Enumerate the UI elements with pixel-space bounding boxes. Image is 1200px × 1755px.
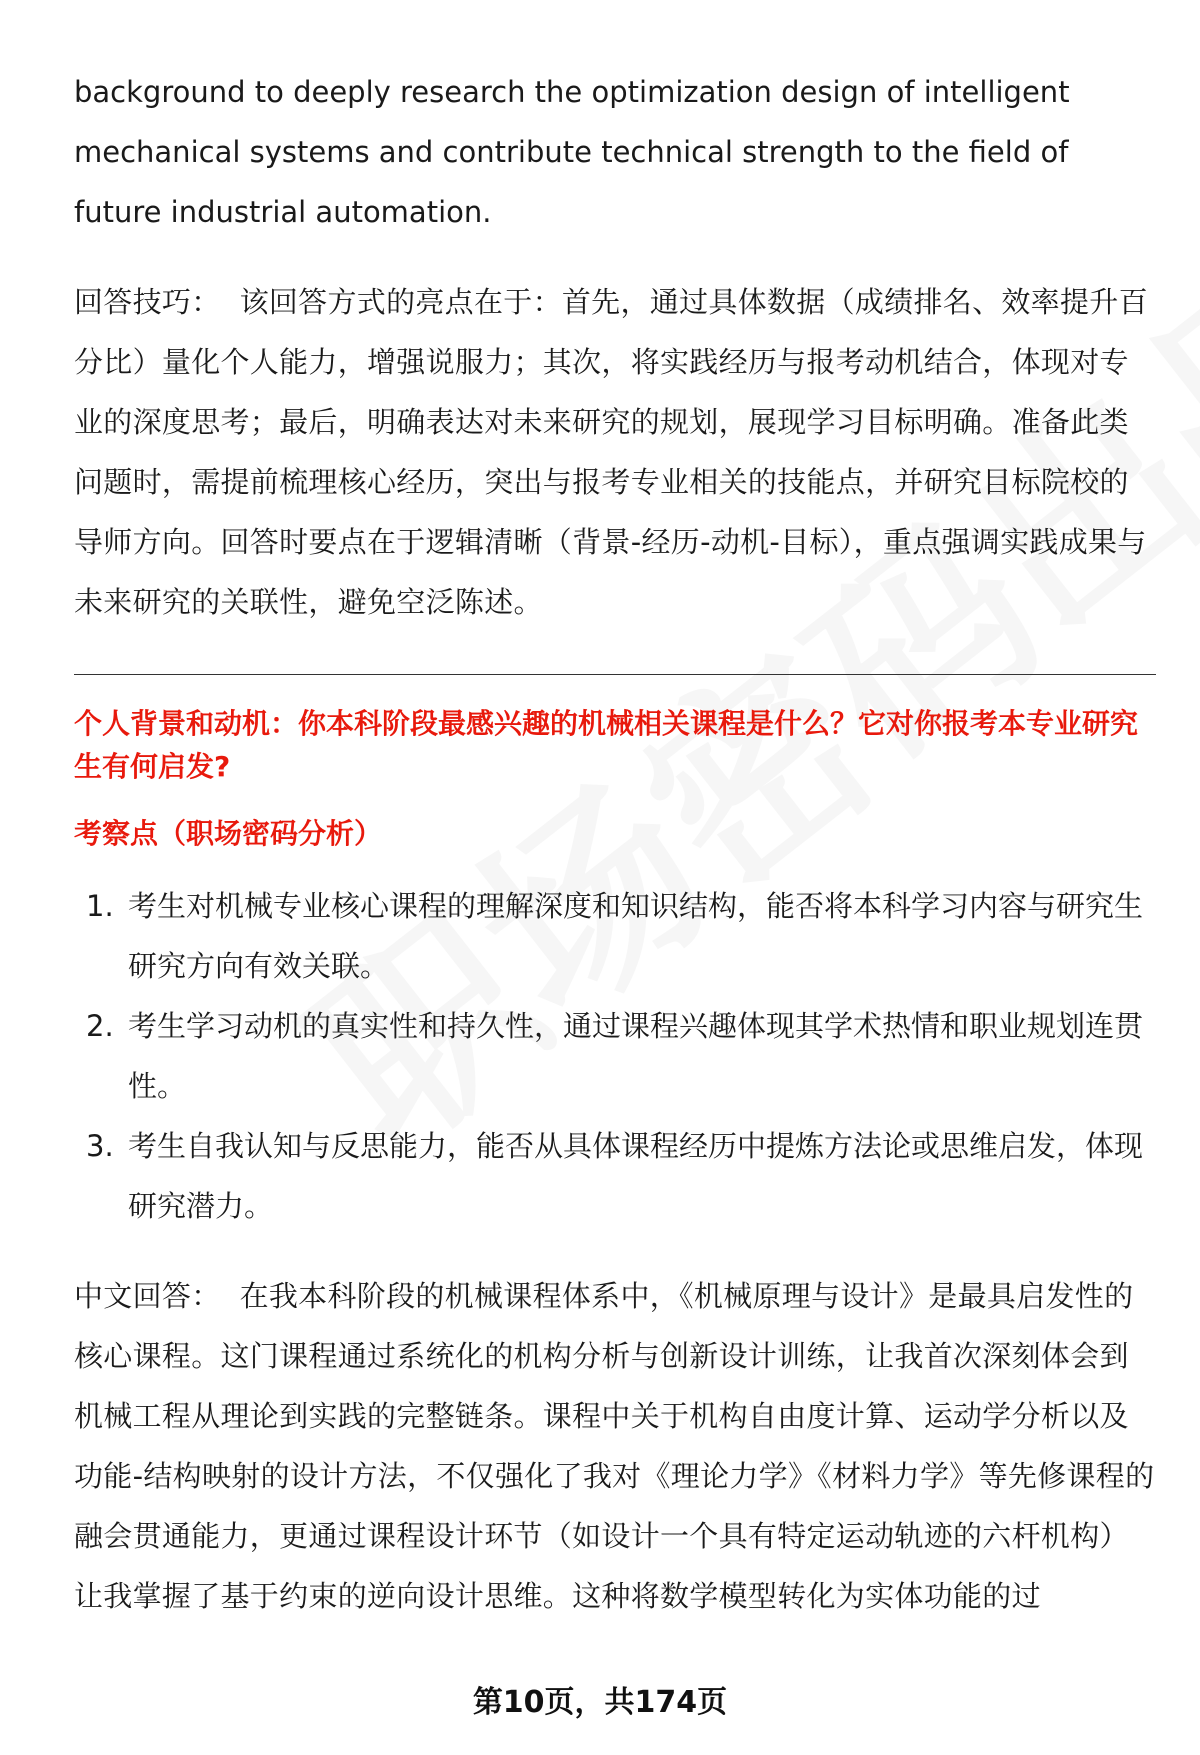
document-page: [74, 62, 1156, 1626]
list-item: [74, 876, 1156, 996]
answer-label: 中文回答：: [74, 1279, 221, 1313]
tips-paragraph: [74, 272, 1156, 632]
intro-paragraph: background to deeply research the optimization design of intelligent mechanical systems and contribute technical strength to the field of future industrial automation.: [74, 75, 1070, 229]
list-item: [74, 996, 1156, 1116]
answer-paragraph: [74, 1266, 1156, 1626]
tips-text: 该回答方式的亮点在于：首先，通过具体数据（成绩排名、效率提升百分比）量化个人能力，增强说服力；其次，将实践经历与报考动机结合，体现对专业的深度思考；最后，明确表达对未来研究的规划，展现学习目标明确。准备此类问题时，需提前梳理核心经历，突出与报考专业相关的技能点，并研究目标院校的导师方向。回答时要点在于逻辑清晰（背景-经历-动机-目标），重点强调实践成果与未来研究的关联性，避免空泛陈述。: [74, 285, 1148, 619]
list-item-number: 1.: [86, 889, 114, 923]
list-item: [74, 1116, 1156, 1236]
section-divider: [74, 674, 1156, 675]
list-item-text: 考生学习动机的真实性和持久性，通过课程兴趣体现其学术热情和职业规划连贯性。: [128, 1009, 1144, 1103]
answer-text: 在我本科阶段的机械课程体系中，《机械原理与设计》是最具启发性的核心课程。这门课程通过系统化的机构分析与创新设计训练，让我首次深刻体会到机械工程从理论到实践的完整链条。课程中关于机构自由度计算、运动学分析以及功能-结构映射的设计方法，不仅强化了我对《理论力学》《材料力学》等先修课程的融会贯通能力，更通过课程设计环节（如设计一个具有特定运动轨迹的六杆机构）让我掌握了基于约束的逆向设计思维。这种将数学模型转化为实体功能的过: [74, 1279, 1155, 1613]
page-number: 第10页，共174页: [472, 1685, 728, 1720]
question-heading: 个人背景和动机：你本科阶段最感兴趣的机械相关课程是什么？它对你报考本专业研究生有何启发?: [74, 707, 1139, 783]
tips-label: 回答技巧：: [74, 285, 221, 319]
list-item-number: 3.: [86, 1129, 114, 1163]
focus-title: 考察点（职场密码分析）: [74, 817, 383, 850]
list-item-text: 考生自我认知与反思能力，能否从具体课程经历中提炼方法论或思维启发，体现研究潜力。: [128, 1129, 1144, 1223]
focus-list: [74, 876, 1156, 1236]
list-item-number: 2.: [86, 1009, 114, 1043]
list-item-text: 考生对机械专业核心课程的理解深度和知识结构，能否将本科学习内容与研究生研究方向有效关联。: [128, 889, 1144, 983]
